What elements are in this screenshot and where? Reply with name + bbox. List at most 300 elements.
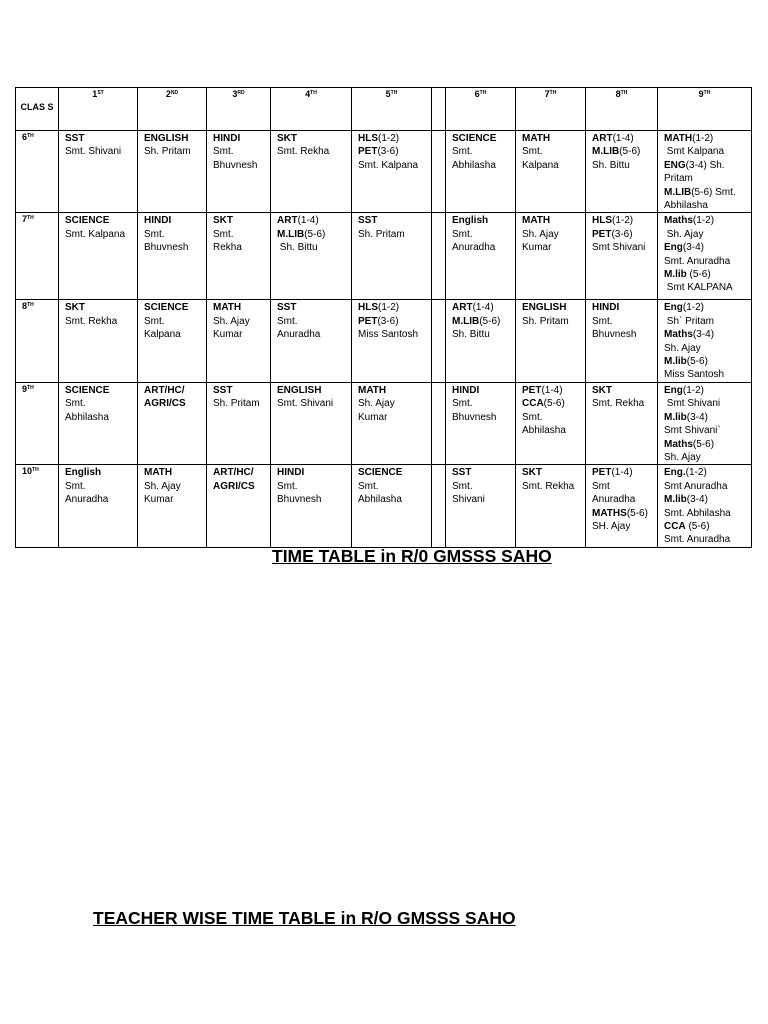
ordinal-number: 2 [165, 89, 171, 99]
ordinal-number: 3 [232, 89, 238, 99]
cell-line [277, 480, 345, 493]
timetable-cell [138, 382, 207, 464]
ordinal-suffix: RD [237, 90, 245, 96]
subject-label: HINDI [277, 467, 305, 479]
teacher-text: (1-2) [612, 215, 634, 227]
period-header [271, 88, 352, 131]
teacher-text: Abhilasha [358, 494, 402, 506]
teacher-text: Smt. [277, 315, 298, 327]
cell-line [452, 228, 509, 241]
subject-label: Eng [664, 384, 683, 396]
teacher-text: Smt. [592, 315, 613, 327]
timetable-cell [352, 465, 432, 547]
timetable-cell [658, 300, 752, 382]
teacher-text: (3-6) [377, 146, 399, 158]
subject-label: SCIENCE [452, 133, 497, 144]
cell-line [452, 397, 509, 410]
ordinal-suffix: TH [703, 90, 711, 96]
cell-line [277, 214, 345, 227]
timetable-cell [271, 465, 352, 547]
teacher-text: Sh. Bittu [452, 329, 490, 341]
teacher-text: (1-4) [611, 467, 633, 479]
teacher-text: Kumar [144, 494, 174, 506]
cell-line [144, 397, 200, 410]
subject-label: ENGLISH [277, 384, 322, 396]
cell-line [277, 228, 345, 241]
subject-label: ART/HC/ [144, 384, 185, 396]
cell-line [358, 132, 425, 145]
cell-line [522, 159, 579, 172]
teacher-text: Smt. [452, 398, 473, 410]
cell-line [65, 493, 131, 506]
teacher-text: Bhuvnesh [592, 329, 637, 341]
cell-line [522, 424, 579, 437]
period-header [352, 88, 432, 131]
subject-label: SKT [65, 302, 85, 314]
cell-line [592, 520, 651, 533]
teacher-text: (3-4) Sh. [685, 159, 725, 171]
subject-label: ENG [664, 159, 686, 171]
timetable-cell [658, 382, 752, 464]
teacher-text: (3-4) [682, 242, 705, 254]
teacher-text: Smt Kalpana [664, 146, 725, 158]
gap-column [432, 300, 446, 382]
subject-label: SCIENCE [358, 467, 403, 479]
teacher-text: Smt. Abhilasha [664, 507, 731, 519]
cell-line [65, 397, 131, 410]
cell-line [592, 397, 651, 410]
teacher-text: (3-4) [692, 329, 715, 341]
timetable-cell [352, 300, 432, 382]
class-row [16, 213, 752, 300]
timetable-cell [516, 213, 586, 300]
ordinal-suffix: TH [27, 384, 34, 391]
timetable-cell [586, 131, 658, 213]
teacher-text: (1-2) [692, 215, 715, 227]
teacher-text: Smt Shivani [664, 398, 721, 410]
teacher-text: Sh. Ajay [144, 480, 181, 492]
timetable-cell [586, 213, 658, 300]
timetable-cell [138, 131, 207, 213]
teacher-text: (5-6) [686, 269, 711, 281]
teacher-text: Smt KALPANA [664, 282, 733, 294]
ordinal-number: 9 [22, 383, 28, 394]
subject-label: SCIENCE [144, 302, 189, 314]
cell-line [144, 315, 200, 328]
teacher-text: Smt. [144, 315, 165, 327]
subject-label: MATH [522, 215, 551, 227]
timetable-cell [658, 465, 752, 547]
subject-label: ART [592, 133, 613, 144]
timetable-cell [352, 213, 432, 300]
cell-line [358, 315, 425, 328]
cell-line [144, 145, 200, 158]
class-row [16, 465, 752, 547]
ordinal-number: 8 [615, 89, 621, 99]
timetable-cell [352, 382, 432, 464]
teacher-text: Abhilasha [65, 411, 109, 423]
cell-line [452, 328, 509, 341]
cell-line [664, 255, 745, 268]
teacher-text: Kalpana [144, 329, 181, 341]
gap-column [432, 213, 446, 300]
teacher-text: Smt. [522, 146, 543, 158]
cell-line [452, 384, 509, 397]
class-row [16, 131, 752, 213]
teacher-text: Smt. [277, 480, 298, 492]
teacher-text: (5-6) [692, 438, 715, 450]
teacher-text: (5-6) [626, 507, 648, 519]
teacher-text: Sh. Ajay [664, 228, 704, 240]
cell-line [65, 315, 131, 328]
timetable-cell [271, 131, 352, 213]
cell-line [592, 159, 651, 172]
cell-line [65, 228, 131, 241]
teacher-text: Kalpana [522, 159, 559, 171]
cell-line [664, 199, 745, 212]
gap-column [432, 131, 446, 213]
cell-line [452, 493, 509, 506]
ordinal-suffix: TH [27, 302, 34, 309]
ordinal-number: 4 [305, 89, 311, 99]
cell-line [65, 145, 131, 158]
teacher-text: Smt. Shivani [65, 146, 122, 158]
cell-line [144, 328, 200, 341]
cell-line [664, 451, 745, 464]
subject-label: M.LIB [664, 186, 692, 198]
period-header [446, 88, 516, 131]
cell-line [592, 301, 651, 314]
teacher-text: (1-4) [472, 302, 494, 314]
subject-label: HLS [358, 302, 378, 314]
timetable-cell [207, 300, 271, 382]
timetable-cell [207, 131, 271, 213]
cell-line [65, 411, 131, 424]
timetable-cell [446, 382, 516, 464]
cell-line [664, 241, 745, 254]
cell-line [592, 328, 651, 341]
ordinal-number: 10 [22, 466, 33, 477]
cell-line [213, 241, 264, 254]
cell-line [277, 241, 345, 254]
cell-line [144, 480, 200, 493]
subject-label: M.LIB [592, 146, 620, 158]
subject-label: M.LIB [452, 315, 480, 327]
cell-line [664, 301, 745, 314]
teacher-text: Smt. Kalpana [65, 228, 126, 240]
cell-line [664, 520, 745, 533]
cell-line [213, 145, 264, 158]
period-header [516, 88, 586, 131]
cell-line [452, 145, 509, 158]
timetable-cell [516, 382, 586, 464]
teacher-text: (1-4) [612, 133, 634, 144]
cell-line [358, 214, 425, 227]
ordinal-suffix: TH [620, 90, 628, 96]
cell-line [277, 145, 345, 158]
subject-label: SST [358, 215, 378, 227]
teacher-text: Sh. Ajay [664, 342, 701, 354]
class-label [16, 382, 59, 464]
cell-line [664, 315, 745, 328]
subject-label: ART [277, 215, 298, 227]
cell-line [522, 214, 579, 227]
cell-line [664, 411, 745, 424]
ordinal-number: 8 [22, 301, 28, 312]
subject-label: PET [592, 228, 612, 240]
cell-line [144, 384, 200, 397]
ordinal-number: 9 [698, 89, 704, 99]
timetable-cell [586, 465, 658, 547]
subject-label: Eng [664, 242, 683, 254]
teacher-text: (1-4) [541, 384, 563, 396]
teacher-text: (1-2) [378, 302, 400, 314]
timetable-cell [207, 213, 271, 300]
timetable-cell [271, 300, 352, 382]
subject-label: SST [452, 467, 472, 479]
cell-line [358, 480, 425, 493]
period-header [138, 88, 207, 131]
subject-label: MATH [358, 384, 387, 396]
cell-line [358, 493, 425, 506]
cell-line [522, 301, 579, 314]
cell-line [664, 355, 745, 368]
subject-label: SCIENCE [65, 384, 110, 396]
timetable-cell [446, 213, 516, 300]
class-row [16, 300, 752, 382]
timetable-cell [207, 465, 271, 547]
subject-label: ENGLISH [144, 133, 189, 144]
cell-line [358, 159, 425, 172]
cell-line [664, 397, 745, 410]
cell-line [213, 466, 264, 479]
cell-line [144, 241, 200, 254]
ordinal-suffix: ND [170, 90, 179, 96]
teacher-text: Smt. [358, 480, 379, 492]
teacher-text: Smt. [65, 398, 86, 410]
subject-label: Eng [664, 302, 683, 314]
timetable-cell [59, 465, 138, 547]
cell-line [358, 228, 425, 241]
page-title: TIME TABLE in R/0 GMSSS SAHO [272, 546, 552, 566]
cell-line [144, 132, 200, 145]
cell-line [592, 493, 651, 506]
ordinal-suffix: TH [27, 133, 34, 139]
timetable-cell [516, 131, 586, 213]
cell-line [452, 466, 509, 479]
cell-line [522, 145, 579, 158]
cell-line [144, 466, 200, 479]
subject-label: SST [277, 302, 297, 314]
subject-label: MATHS [592, 507, 627, 519]
cell-line [277, 315, 345, 328]
teacher-text: Sh. Ajay [358, 398, 395, 410]
cell-line [664, 281, 745, 294]
cell-line [522, 241, 579, 254]
cell-line [358, 384, 425, 397]
cell-line [277, 301, 345, 314]
cell-line [277, 328, 345, 341]
teacher-text: Anuradha [277, 329, 321, 341]
teacher-text: (1-4) [297, 215, 319, 227]
cell-line [277, 384, 345, 397]
subject-label: MATH [144, 467, 173, 479]
cell-line [664, 368, 745, 381]
subject-label: HLS [358, 133, 378, 144]
subject-label: MATH [522, 133, 551, 144]
cell-line [277, 493, 345, 506]
teacher-text: Smt [592, 480, 610, 492]
teacher-text: Sh. Pritam [144, 146, 191, 158]
ordinal-number: 1 [92, 89, 98, 99]
teacher-text: Smt. [65, 480, 86, 492]
cell-line [592, 507, 651, 520]
teacher-text: Shivani [452, 494, 485, 506]
cell-line [522, 411, 579, 424]
teacher-text: Sh. Pritam [522, 315, 569, 327]
cell-line [452, 315, 509, 328]
subject-label: SST [213, 384, 233, 396]
subject-label: HINDI [213, 133, 241, 144]
timetable-cell [586, 382, 658, 464]
teacher-text: (5-6) [685, 520, 710, 532]
ordinal-suffix: TH [390, 90, 398, 96]
timetable-cell [59, 213, 138, 300]
cell-line [592, 384, 651, 397]
subject-label: M.lib [664, 356, 687, 368]
teacher-text: (3-6) [611, 228, 633, 240]
subject-label: SKT [592, 384, 612, 396]
cell-line [664, 186, 745, 199]
timetable-cell [138, 213, 207, 300]
subject-label: HINDI [144, 215, 172, 227]
teacher-text: Smt. Anuradha [664, 534, 731, 546]
teacher-text: Smt. Shivani [277, 398, 334, 410]
ordinal-suffix: TH [549, 90, 557, 96]
cell-line [522, 315, 579, 328]
cell-line [213, 480, 264, 493]
cell-line [592, 228, 651, 241]
timetable-cell [516, 300, 586, 382]
gap-column [432, 382, 446, 464]
cell-line [65, 132, 131, 145]
subject-label: M.lib [664, 411, 687, 423]
class-column-header: CLAS S [16, 88, 59, 131]
teacher-text: (3-4) [686, 494, 708, 506]
cell-line [213, 214, 264, 227]
timetable-cell [586, 300, 658, 382]
teacher-text: (1-2) [685, 467, 707, 479]
cell-line [213, 228, 264, 241]
timetable-cell [59, 382, 138, 464]
cell-line [358, 301, 425, 314]
subject-label: ART [452, 302, 473, 314]
cell-line [277, 132, 345, 145]
header-row [16, 88, 752, 131]
ordinal-number: 7 [22, 214, 28, 225]
teacher-text: Miss Santosh [664, 369, 725, 381]
cell-line [664, 424, 745, 437]
cell-line [277, 466, 345, 479]
cell-line [522, 228, 579, 241]
cell-line [277, 397, 345, 410]
subject-label: Maths [664, 215, 693, 227]
teacher-text: Sh` Pritam [664, 315, 715, 327]
cell-line [144, 493, 200, 506]
cell-line [592, 466, 651, 479]
timetable-cell [271, 382, 352, 464]
subject-label: PET [358, 146, 378, 158]
subject-label: M.LIB [277, 228, 305, 240]
teacher-text: Anuradha [65, 494, 109, 506]
timetable [15, 87, 752, 548]
teacher-text: Rekha [213, 242, 242, 254]
period-header [658, 88, 752, 131]
cell-line [664, 438, 745, 451]
timetable-cell [59, 131, 138, 213]
teacher-text: Smt. [522, 411, 543, 423]
ordinal-suffix: ST [97, 90, 104, 96]
teacher-text: Smt Shivani` [664, 425, 721, 437]
teacher-text: Sh. Ajay [664, 451, 701, 463]
teacher-text: (3-6) [377, 315, 399, 327]
timetable-cell [446, 465, 516, 547]
teacher-text: Smt. [452, 228, 473, 240]
teacher-text: Sh. Bittu [277, 242, 318, 254]
subject-label: HLS [592, 215, 612, 227]
teacher-text: Sh. Bittu [592, 159, 630, 171]
cell-line [664, 228, 745, 241]
teacher-text: (5-6) [686, 356, 708, 368]
cell-line [213, 301, 264, 314]
subject-label: AGRI/CS [213, 480, 255, 492]
class-label [16, 300, 59, 382]
teacher-text: Smt. Anuradha [664, 255, 731, 267]
timetable-cell [207, 382, 271, 464]
cell-line [664, 172, 745, 185]
cell-line [664, 384, 745, 397]
gap-column [432, 88, 446, 131]
teacher-text: (1-2) [682, 384, 705, 396]
cell-line [358, 466, 425, 479]
teacher-text: Smt. [213, 146, 234, 158]
cell-line [522, 397, 579, 410]
ordinal-number: 5 [385, 89, 391, 99]
subject-label: SKT [277, 133, 297, 144]
teacher-text: (5-6) [479, 315, 501, 327]
cell-line [592, 241, 651, 254]
teacher-text: Smt. Kalpana [358, 159, 419, 171]
timetable-cell [271, 213, 352, 300]
timetable-cell [138, 465, 207, 547]
gap-column [432, 465, 446, 547]
cell-line [452, 214, 509, 227]
cell-line [522, 466, 579, 479]
cell-line [65, 466, 131, 479]
subject-label: PET [592, 467, 612, 479]
teacher-text: Anuradha [452, 242, 496, 254]
teacher-text: Smt. [213, 228, 234, 240]
subject-label: CCA [664, 520, 686, 532]
teacher-text: Sh. Pritam [358, 228, 405, 240]
ordinal-number: 6 [22, 132, 28, 142]
teacher-text: Anuradha [592, 494, 636, 506]
subject-label: PET [522, 384, 542, 396]
teacher-text: Abhilasha [452, 159, 496, 171]
cell-line [664, 493, 745, 506]
timetable-cell [658, 213, 752, 300]
cell-line [522, 480, 579, 493]
